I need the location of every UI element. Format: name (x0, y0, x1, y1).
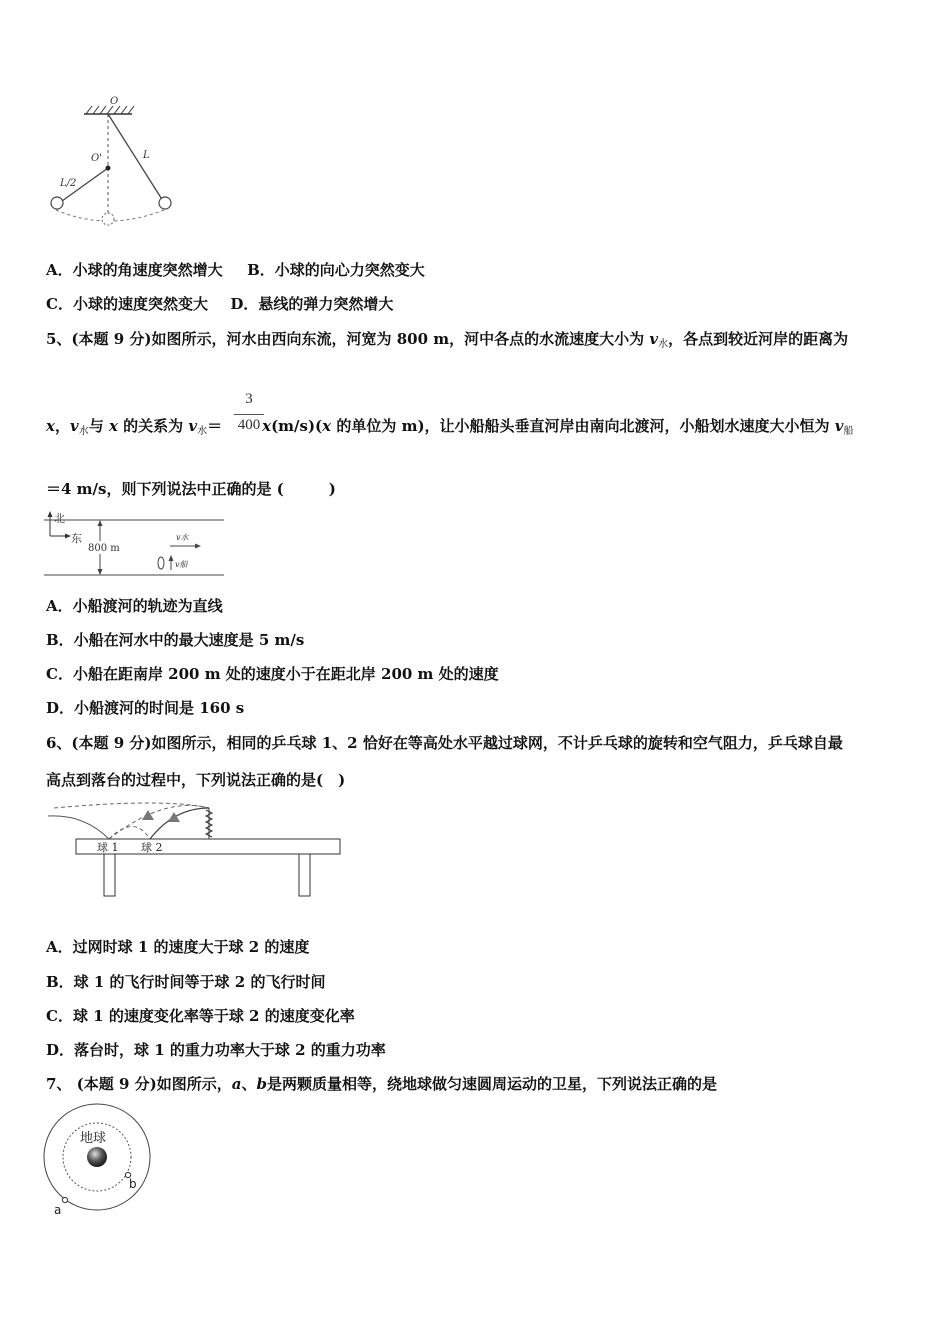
label-ball-1: 球 1 (97, 841, 119, 854)
label-v-water: v水 (176, 533, 189, 542)
q5-frac-bar (234, 414, 264, 415)
q4-option-b: B．小球的向心力突然变大 (247, 261, 425, 279)
label-oprime: O' (91, 153, 102, 164)
q6-option-a: A．过网时球 1 的速度大于球 2 的速度 (46, 938, 310, 956)
q6-option-d: D．落台时，球 1 的重力功率大于球 2 的重力功率 (46, 1041, 386, 1059)
q5-var-v-4: v (834, 417, 844, 435)
q5-stem-line-1 (46, 329, 848, 352)
q5-sub-water: 水 (658, 339, 669, 350)
label-l2: L/2 (60, 178, 77, 189)
q5-frac-denominator: 400 (237, 417, 261, 433)
q5-frac-numerator: 3 (245, 391, 253, 407)
q5-var-v-2: v (69, 417, 79, 435)
ball-left (51, 197, 63, 209)
q5-comma: ， (54, 417, 70, 435)
table-leg-right (299, 854, 310, 896)
satellite-figure (40, 1100, 160, 1220)
q5-with: 与 (88, 417, 104, 435)
q5-unit: (m/s)( (271, 417, 323, 435)
q5-equals: ＝ (207, 417, 223, 435)
q5-var-x-2: x (108, 417, 118, 435)
direction-arrow-2 (168, 812, 180, 822)
ball-right (159, 197, 171, 209)
label-a: a (54, 1203, 62, 1217)
q5-option-d: D．小船渡河的时间是 160 s (46, 699, 245, 717)
q5-var-x-1: x (46, 417, 55, 435)
q4-options-row-1 (46, 260, 425, 280)
q7-var-b: b (256, 1075, 267, 1093)
trajectory-2 (109, 805, 209, 839)
pendulum-figure (40, 92, 190, 232)
q5-stem-line-2 (46, 416, 854, 439)
q7-stem (46, 1074, 717, 1094)
label-ball-2: 球 2 (141, 841, 163, 854)
q5-var-x-3: x (262, 417, 272, 435)
label-east: 东 (71, 532, 82, 545)
q7-stem-suffix: 是两颗质量相等，绕地球做匀速圆周运动的卫星，下列说法正确的是 (267, 1075, 718, 1093)
label-b: b (129, 1177, 137, 1191)
q6-option-c: C．球 1 的速度变化率等于球 2 的速度变化率 (46, 1007, 355, 1025)
earth (87, 1147, 107, 1167)
label-earth: 地球 (80, 1131, 107, 1146)
q5-var-x-4: x (322, 417, 332, 435)
q5-option-b: B．小船在河水中的最大速度是 5 m/s (46, 631, 305, 649)
direction-arrow-1 (142, 810, 154, 820)
ceiling-hatch (86, 106, 134, 114)
q4-option-d: D．悬线的弹力突然增大 (230, 295, 394, 313)
q5-stem-text-1: 5、(本题 9 分)如图所示，河水由西向东流，河宽为 800 m，河中各点的水流速度大小为 (46, 330, 645, 348)
q5-option-a: A．小船渡河的轨迹为直线 (46, 597, 223, 615)
q4-options-row-2 (46, 294, 393, 314)
q5-var-v: v (649, 330, 659, 348)
trajectory-1-left (109, 827, 150, 840)
q5-stem-line-3: ＝4 m/s，则下列说法中正确的是 ( ) (46, 480, 336, 498)
trajectory-2-solid (150, 808, 209, 839)
label-o: O (110, 96, 119, 107)
trajectory-1 (48, 816, 109, 839)
q5-relation: 的关系为 (123, 417, 184, 435)
q5-stem-text-1-end: ，各点到较近河岸的距离为 (668, 330, 849, 348)
satellite-a (62, 1197, 67, 1202)
q7-var-a: a (231, 1075, 242, 1093)
label-l: L (143, 150, 150, 161)
net (206, 808, 212, 839)
q5-option-c: C．小船在距南岸 200 m 处的速度小于在距北岸 200 m 处的速度 (46, 665, 499, 683)
q5-sub-boat: 船 (843, 426, 854, 437)
table-leg-left (104, 854, 115, 896)
label-width: 800 m (88, 543, 120, 554)
q5-sub-water-3: 水 (197, 426, 208, 437)
q6-option-b: B．球 1 的飞行时间等于球 2 的飞行时间 (46, 973, 326, 991)
q6-stem-line-2: 高点到落台的过程中，下列说法正确的是( ) (46, 771, 346, 789)
q7-sep: 、 (241, 1075, 257, 1093)
string-long (108, 114, 163, 201)
ping-pong-figure (44, 800, 349, 902)
boat (158, 557, 164, 569)
label-v-boat: v船 (175, 560, 188, 569)
ball-bottom (102, 213, 114, 225)
q5-var-v-3: v (188, 417, 198, 435)
label-north: 北 (54, 512, 65, 525)
q7-stem-prefix: 7、 (本题 9 分)如图所示， (46, 1075, 232, 1093)
pivot-nail (106, 166, 111, 171)
river-figure (40, 508, 230, 582)
q4-option-a: A．小球的角速度突然增大 (46, 261, 223, 279)
q6-stem-line-1: 6、(本题 9 分)如图所示，相同的乒乓球 1、2 恰好在等高处水平越过球网，不计乒乓球的旋转和空气阻力，乒乓球自最 (46, 734, 843, 752)
q5-stem-text-2: 的单位为 m)，让小船船头垂直河岸由南向北渡河，小船划水速度大小恒为 (336, 417, 830, 435)
q4-option-c: C．小球的速度突然变大 (46, 295, 208, 313)
q5-sub-water-2: 水 (78, 426, 89, 437)
